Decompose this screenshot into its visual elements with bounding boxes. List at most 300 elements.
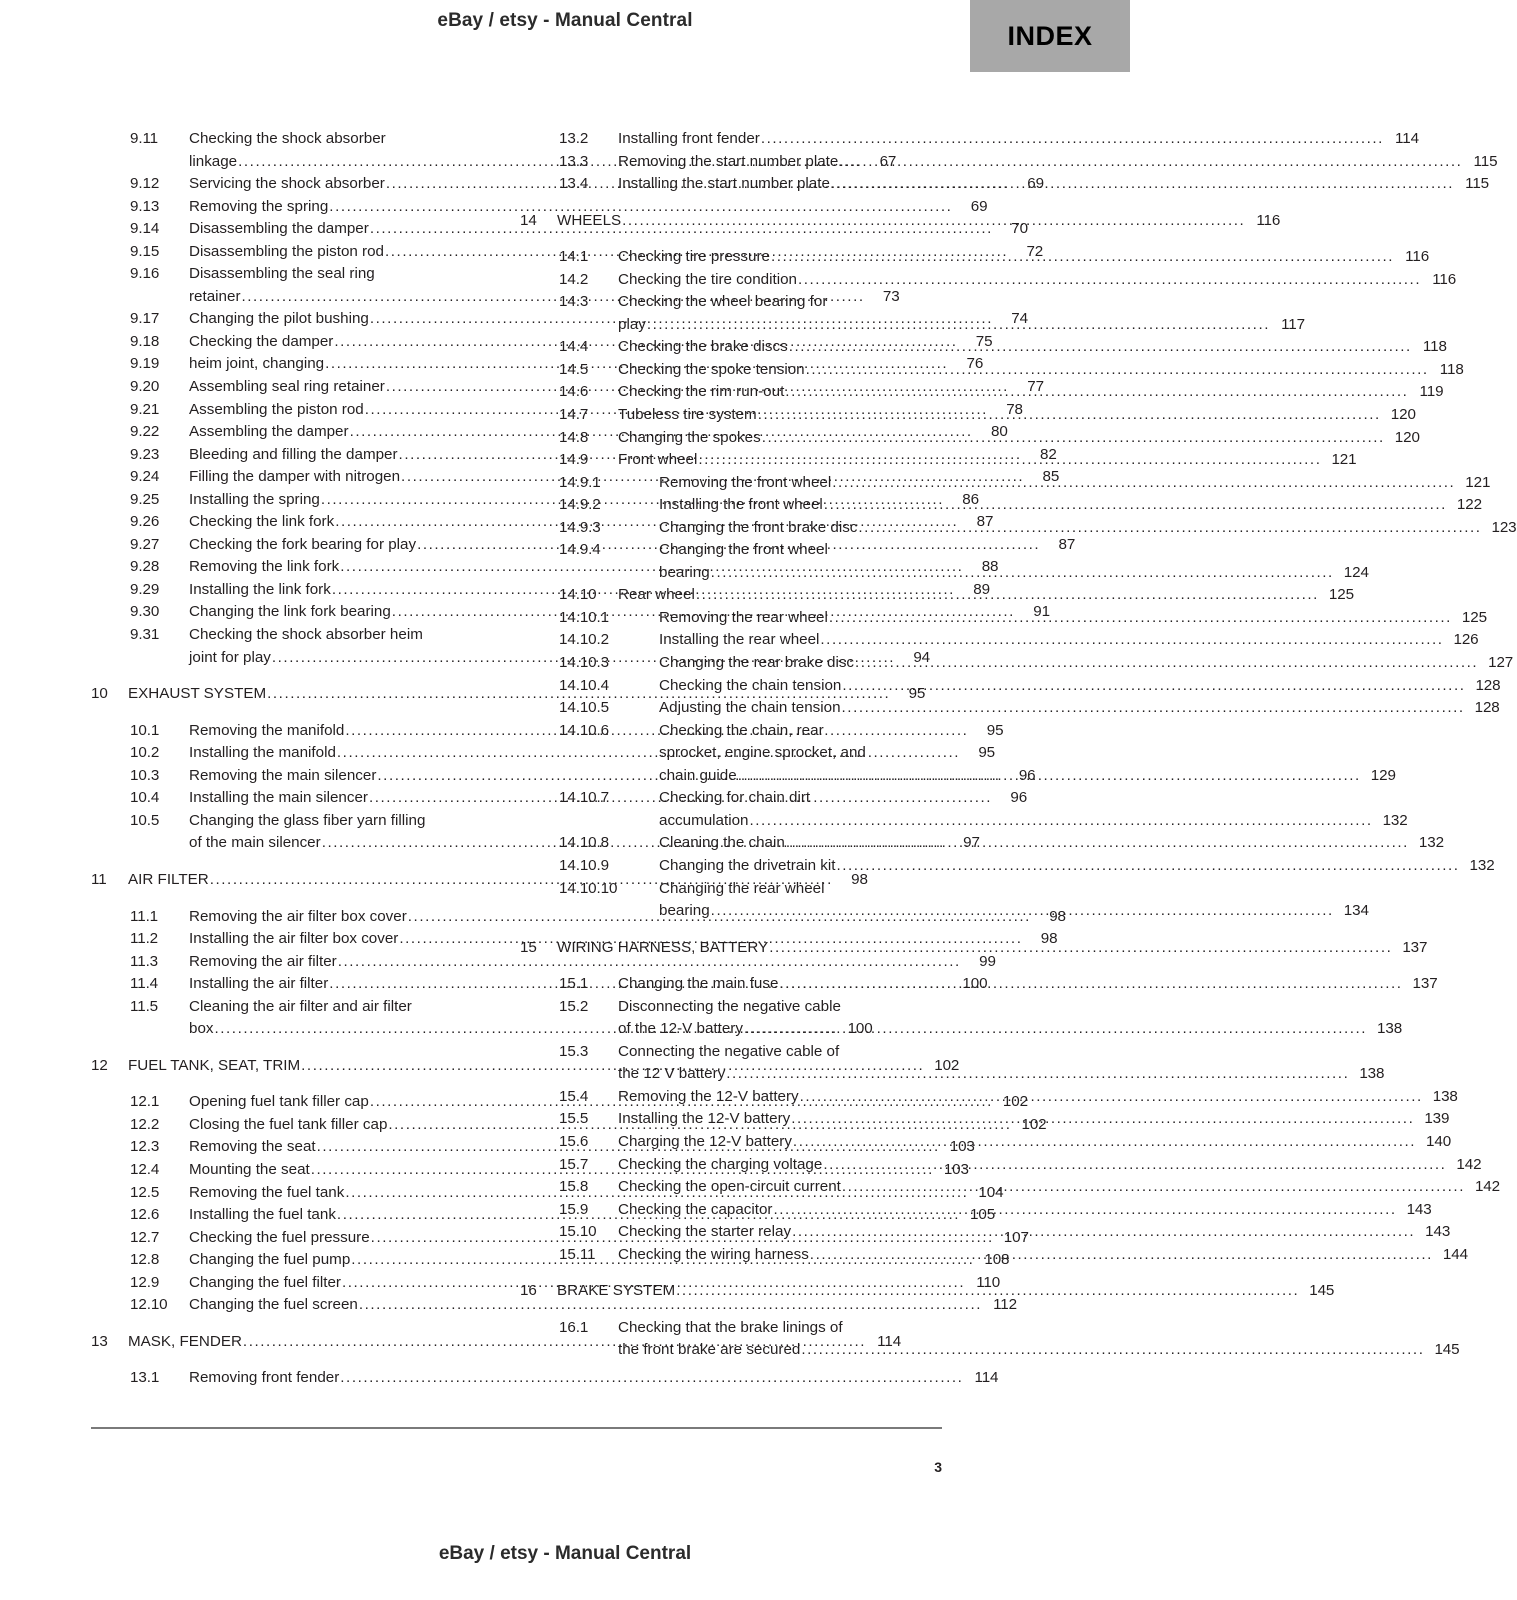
toc-title-line: Checking the starter relay — [618, 1223, 792, 1241]
toc-entry[interactable] — [559, 675, 1501, 698]
toc-entry-number: 16.1 — [559, 1318, 589, 1336]
toc-entry-page: 124 — [1343, 563, 1369, 581]
toc-entry-page: 132 — [1469, 856, 1495, 874]
toc-entry-page: 126 — [1453, 631, 1479, 649]
toc-entry-number: 15.2 — [559, 997, 589, 1015]
toc-title-line: Removing the seat — [189, 1138, 316, 1156]
toc-leader-dots — [858, 517, 1481, 540]
toc-entry-title — [659, 878, 1338, 923]
toc-entry-number: 9.29 — [130, 580, 160, 598]
toc-entry-page: 105 — [970, 1206, 996, 1224]
toc-title-line: Mounting the seat — [189, 1160, 310, 1178]
toc-title-line: Closing the fuel tank filler cap — [189, 1115, 388, 1133]
toc-entry-page: 74 — [1011, 310, 1028, 328]
toc-title-line: Removing the manifold — [189, 721, 345, 739]
toc-title-line: Checking the fork bearing for play — [189, 535, 417, 553]
toc-title-line: box — [189, 1020, 214, 1038]
toc-entry-page: 70 — [1011, 220, 1028, 238]
toc-entry[interactable] — [559, 996, 1403, 1041]
toc-entry-number: 12.2 — [130, 1115, 160, 1133]
toc-title-line: Installing the 12-V battery — [618, 1110, 791, 1128]
toc-entry-number: 12.1 — [130, 1093, 160, 1111]
toc-entry-page: 80 — [990, 423, 1008, 441]
toc-title-line: Installing the fuel tank — [189, 1206, 336, 1224]
toc-entry[interactable] — [130, 1294, 1017, 1317]
toc-title-line: Changing the rear brake disc — [659, 654, 855, 672]
toc-entry-number: 9.15 — [130, 242, 160, 260]
toc-entry-page: 138 — [1432, 1087, 1458, 1105]
toc-title-line: BRAKE SYSTEM — [557, 1282, 676, 1300]
toc-title-line: Assembling seal ring retainer — [189, 378, 385, 396]
toc-entry-number: 14.3 — [559, 293, 589, 311]
toc-title-line: sprocket, engine sprocket, and — [659, 744, 866, 762]
toc-entry-number: 11 — [91, 870, 107, 888]
toc-entry-page: 75 — [975, 332, 993, 350]
toc-entry-title — [618, 269, 1425, 292]
toc-entry-number: 13 — [91, 1332, 108, 1350]
toc-entry-page: 96 — [1010, 789, 1028, 807]
toc-title-line: Removing front fender — [189, 1369, 340, 1387]
toc-leader-dots — [842, 697, 1465, 720]
toc-entry-page: 143 — [1425, 1223, 1451, 1241]
toc-entry-page: 123 — [1491, 518, 1517, 536]
toc-entry-page: 114 — [877, 1332, 902, 1350]
toc-leader-dots — [711, 900, 1334, 923]
toc-entry-page: 103 — [943, 1160, 969, 1178]
toc-entry-page: 87 — [1058, 535, 1076, 553]
toc-entry-title — [659, 832, 1413, 855]
toc-entry-number: 14.10.10 — [559, 879, 618, 897]
toc-leader-dots — [750, 810, 1373, 833]
toc-title-line: Disassembling the seal ring — [189, 265, 375, 283]
toc-title-line: Adjusting the chain tension — [659, 699, 841, 717]
toc-title-line: Changing the glass fiber yarn filling — [189, 811, 426, 829]
toc-title-line: Checking the shock absorber heim — [189, 626, 423, 644]
toc-entry-title — [618, 1176, 1469, 1199]
toc-entry-page: 94 — [913, 648, 931, 666]
toc-title-line: joint for play — [189, 648, 271, 666]
toc-entry-page: 102 — [1002, 1093, 1028, 1111]
toc-entry-number: 14.10.9 — [559, 856, 609, 874]
toc-entry-page: 145 — [1309, 1282, 1335, 1300]
toc-entry-number: 14.7 — [559, 406, 589, 424]
toc-leader-dots — [789, 336, 1412, 359]
toc-entry-page: 77 — [1027, 378, 1044, 396]
toc-leader-dots — [801, 1339, 1424, 1362]
toc-entry-title — [659, 787, 1377, 832]
toc-entry-number: 14.10.6 — [559, 721, 609, 739]
toc-entry-number: 15 — [520, 938, 537, 956]
toc-entry-page: 140 — [1426, 1132, 1452, 1150]
toc-entry-number: 10.4 — [130, 789, 160, 807]
toc-entry-page: 67 — [879, 152, 897, 170]
toc-title-line: Checking tire pressure — [618, 248, 770, 266]
toc-entry-number: 11.5 — [130, 997, 159, 1015]
toc-title-line: Changing the fuel filter — [189, 1273, 341, 1291]
toc-entry-title — [618, 336, 1416, 359]
toc-entry-page: 97 — [963, 834, 980, 852]
toc-title-line: Changing the rear wheel — [659, 879, 825, 897]
toc-entry-title — [557, 937, 1396, 960]
toc-title-line: EXHAUST SYSTEM — [128, 685, 267, 703]
toc-entry-page: 95 — [908, 685, 926, 703]
toc-entry-number: 15.3 — [559, 1042, 589, 1060]
toc-entry-title — [659, 675, 1470, 698]
toc-leader-dots — [758, 404, 1381, 427]
toc-entry-number: 12.5 — [130, 1183, 160, 1201]
toc-title-line: Checking the brake discs — [618, 338, 788, 356]
toc-entry-number: 14.10.5 — [559, 699, 609, 717]
toc-leader-dots — [820, 629, 1443, 652]
toc-leader-dots — [855, 652, 1478, 675]
toc-entry-page: 108 — [984, 1251, 1010, 1269]
toc-entry-number: 9.31 — [130, 626, 160, 644]
toc-entry-title — [618, 1086, 1427, 1109]
toc-entry-number: 9.21 — [130, 400, 160, 418]
toc-title-line: of the 12-V battery — [618, 1020, 743, 1038]
toc-entry-page: 72 — [1026, 242, 1044, 260]
toc-title-line: Changing the fuel pump — [189, 1251, 351, 1269]
toc-entry-number: 14.8 — [559, 428, 589, 446]
toc-title-line: Rear wheel — [618, 586, 695, 604]
toc-entry-number: 14.10.8 — [559, 834, 609, 852]
toc-entry[interactable] — [130, 196, 988, 219]
toc-entry-number: 14 — [520, 211, 537, 229]
toc-entry-page: 134 — [1343, 902, 1369, 920]
toc-entry-number: 9.28 — [130, 558, 160, 576]
toc-entry-number: 12.8 — [130, 1251, 160, 1269]
toc-entry-page: 142 — [1456, 1155, 1482, 1173]
toc-title-line: Servicing the shock absorber — [189, 175, 385, 193]
toc-entry-title — [618, 128, 1388, 151]
toc-entry-page: 128 — [1474, 699, 1500, 717]
toc-entry-page: 69 — [970, 197, 988, 215]
toc-title-line: Installing the air filter — [189, 975, 329, 993]
toc-title-line: Installing front fender — [618, 130, 760, 147]
toc-entry-number: 14.2 — [559, 270, 589, 288]
toc-title-line: Filling the damper with nitrogen — [189, 468, 401, 486]
toc-entry-number: 15.6 — [559, 1132, 589, 1150]
toc-title-line: FUEL TANK, SEAT, TRIM — [128, 1056, 301, 1074]
toc-title-line: Bleeding and filling the damper — [189, 445, 398, 463]
toc-leader-dots — [831, 173, 1454, 196]
toc-title-line: AIR FILTER — [128, 870, 209, 888]
toc-entry-page: 138 — [1377, 1020, 1403, 1038]
toc-entry-page: 118 — [1422, 338, 1447, 356]
toc-title-line: heim joint, changing — [189, 355, 325, 373]
toc-entry-title — [659, 720, 1365, 788]
toc-leader-dots — [839, 151, 1462, 174]
toc-entry-number: 9.24 — [130, 468, 160, 486]
toc-title-line: Checking the charging voltage — [618, 1155, 823, 1173]
toc-leader-dots — [647, 314, 1270, 337]
toc-entry-title — [618, 1131, 1420, 1154]
toc-leader-dots — [340, 1367, 963, 1390]
toc-leader-dots — [696, 584, 1319, 607]
toc-title-line: Checking the fuel pressure — [189, 1228, 370, 1246]
toc-title-line: Removing the front wheel — [659, 473, 832, 491]
toc-entry-number: 13.3 — [559, 152, 589, 170]
toc-entry-page: 104 — [978, 1183, 1004, 1201]
toc-leader-dots — [761, 128, 1384, 151]
toc-entry-number: 9.19 — [130, 355, 160, 373]
toc-leader-dots — [785, 381, 1408, 404]
toc-entry[interactable] — [559, 697, 1500, 720]
toc-entry[interactable] — [559, 128, 1419, 151]
toc-entry-page: 121 — [1331, 451, 1357, 469]
toc-entry-page: 139 — [1424, 1110, 1450, 1128]
toc-leader-dots — [823, 1154, 1446, 1177]
toc-leader-dots — [824, 494, 1447, 517]
toc-entry-title — [618, 1221, 1419, 1244]
toc-entry[interactable] — [559, 269, 1457, 292]
toc-entry[interactable] — [559, 629, 1479, 652]
toc-entry-title — [659, 697, 1469, 720]
toc-title-line: Removing the rear wheel — [659, 608, 828, 626]
toc-entry-number: 9.11 — [130, 130, 159, 147]
toc-entry-number: 14.5 — [559, 360, 589, 378]
toc-entry-number: 14.10.4 — [559, 676, 609, 694]
toc-entry-number: 15.10 — [559, 1223, 597, 1241]
toc-leader-dots — [806, 359, 1429, 382]
toc-entry-title — [618, 1317, 1428, 1362]
toc-entry-page: 112 — [993, 1296, 1017, 1314]
toc-title-line: Installing the air filter box cover — [189, 930, 399, 948]
toc-entry-page: 145 — [1434, 1341, 1460, 1359]
toc-title-line: Removing the start number plate — [618, 152, 839, 170]
toc-entry-number: 12.4 — [130, 1160, 160, 1178]
toc-entry-title — [659, 472, 1459, 495]
footer-watermark: eBay / etsy - Manual Central — [438, 1543, 692, 1564]
toc-entry-number: 13.1 — [130, 1369, 160, 1387]
toc-entry-title — [618, 1199, 1401, 1222]
toc-entry-number: 12.3 — [130, 1138, 160, 1156]
toc-title-line: Checking that the brake linings of — [618, 1318, 843, 1336]
toc-leader-dots — [762, 427, 1385, 450]
toc-entry-title — [618, 359, 1433, 382]
toc-entry-page: 95 — [986, 721, 1004, 739]
toc-leader-dots — [786, 832, 1409, 855]
toc-title-line: Removing the spring — [189, 197, 329, 215]
toc-entry-page: 96 — [1018, 766, 1036, 784]
toc-leader-dots — [842, 675, 1465, 698]
toc-title-line: the 12 V battery — [618, 1065, 726, 1083]
toc-entry-page: 125 — [1461, 608, 1487, 626]
toc-title-line: retainer — [189, 287, 241, 305]
toc-entry-title — [618, 404, 1385, 427]
toc-entry-number: 15.4 — [559, 1087, 589, 1105]
toc-entry-title — [659, 855, 1464, 878]
toc-entry-page: 118 — [1439, 360, 1464, 378]
toc-entry-page: 144 — [1442, 1245, 1468, 1263]
footer-divider — [91, 1427, 942, 1429]
toc-entry-title — [618, 996, 1371, 1041]
toc-entry-number: 14.10.1 — [559, 608, 609, 626]
toc-entry-title — [618, 1041, 1353, 1086]
toc-title-line: Checking the damper — [189, 332, 334, 350]
toc-entry-number: 9.17 — [130, 310, 160, 328]
toc-title-line: Installing the main silencer — [189, 789, 368, 807]
toc-leader-dots — [791, 1108, 1414, 1131]
toc-entry-number: 13.2 — [559, 130, 589, 147]
toc-entry-title — [618, 151, 1466, 174]
toc-entry-page: 95 — [978, 744, 996, 762]
toc-entry-number: 12.6 — [130, 1206, 160, 1224]
toc-entry-page: 128 — [1475, 676, 1501, 694]
toc-entry-page: 129 — [1370, 766, 1396, 784]
toc-entry[interactable] — [559, 855, 1495, 878]
toc-entry-page: 98 — [851, 870, 868, 888]
toc-title-line: the front brake are secured — [618, 1341, 801, 1359]
toc-title-line: Changing the link fork bearing — [189, 603, 391, 621]
toc-title-line: Checking the tire condition — [618, 270, 797, 288]
toc-title-line: Removing the main silencer — [189, 766, 377, 784]
toc-title-line: Installing the spring — [189, 490, 320, 508]
toc-entry-title — [659, 652, 1482, 675]
toc-entry-page: 102 — [934, 1056, 960, 1074]
toc-title-line: Checking the capacitor — [618, 1200, 773, 1218]
toc-entry-number: 15.9 — [559, 1200, 589, 1218]
toc-title-line: play — [618, 315, 646, 333]
toc-entry-number: 9.13 — [130, 197, 160, 215]
toc-title-line: WHEELS — [557, 211, 622, 229]
toc-title-line: Cleaning the air filter and air filter — [189, 997, 412, 1015]
toc-entry-title — [618, 1244, 1437, 1267]
toc-title-line: Changing the pilot bushing — [189, 310, 369, 328]
toc-title-line: Changing the front brake disc — [659, 518, 858, 536]
toc-entry-page: 82 — [1039, 445, 1057, 463]
toc-title-line: Installing the start number plate — [618, 175, 830, 193]
toc-title-line: Front wheel — [618, 451, 698, 469]
toc-entry-title — [557, 1280, 1303, 1303]
toc-leader-dots — [798, 269, 1421, 292]
toc-entry-title — [618, 1154, 1450, 1177]
toc-entry-page: 132 — [1382, 811, 1408, 829]
toc-title-line: Checking the chain, rear — [659, 721, 824, 739]
toc-entry-title — [618, 173, 1458, 196]
toc-title-line: Tubeless tire system — [618, 406, 757, 424]
toc-entry-title — [618, 973, 1407, 996]
toc-entry-page: 85 — [1042, 468, 1060, 486]
index-tab — [970, 0, 1130, 72]
toc-entry-number: 14.1 — [559, 248, 589, 266]
toc-leader-dots — [832, 472, 1455, 495]
toc-entry-number: 15.8 — [559, 1178, 589, 1196]
toc-title-line: bearing — [659, 563, 710, 581]
toc-entry-page: 78 — [1006, 400, 1023, 418]
toc-leader-dots — [779, 973, 1402, 996]
toc-title-line: linkage — [189, 152, 238, 170]
toc-entry-page: 100 — [962, 975, 988, 993]
toc-title-line: bearing — [659, 902, 710, 920]
toc-entry-page: 127 — [1488, 654, 1514, 672]
toc-entry-title — [659, 517, 1486, 540]
toc-title-line: Removing the air filter — [189, 952, 337, 970]
toc-leader-dots — [793, 1131, 1416, 1154]
toc-entry-page: 73 — [882, 287, 900, 305]
toc-entry-page: 102 — [1021, 1115, 1047, 1133]
toc-leader-dots — [792, 1221, 1415, 1244]
toc-entry[interactable] — [130, 951, 996, 974]
toc-entry-title — [659, 607, 1456, 630]
toc-entry-number: 9.26 — [130, 513, 160, 531]
toc-entry-page: 132 — [1418, 834, 1444, 852]
toc-title-line: Installing the front wheel — [659, 496, 823, 514]
toc-entry[interactable] — [559, 151, 1498, 174]
toc-entry-number: 10.1 — [130, 721, 160, 739]
header-watermark: eBay / etsy - Manual Central — [437, 10, 693, 31]
toc-leader-dots — [771, 246, 1394, 269]
toc-entry-page: 137 — [1402, 938, 1428, 956]
toc-entry-page: 87 — [976, 513, 994, 531]
toc-leader-dots — [622, 210, 1245, 233]
toc-entry-page: 115 — [1473, 152, 1498, 170]
toc-entry-number: 12.10 — [130, 1296, 168, 1314]
toc-entry-page: 137 — [1412, 975, 1438, 993]
toc-entry-number: 14.9.1 — [559, 473, 601, 491]
toc-title-line: Checking for chain dirt — [659, 789, 811, 807]
toc-entry-page: 89 — [973, 580, 990, 598]
toc-leader-dots — [836, 855, 1459, 878]
toc-leader-dots — [769, 937, 1392, 960]
toc-entry-number: 9.18 — [130, 332, 160, 350]
toc-entry-number: 14.9.2 — [559, 496, 601, 514]
toc-entry[interactable] — [130, 1367, 999, 1390]
toc-entry-number: 9.25 — [130, 490, 160, 508]
toc-title-line: Cleaning the chain — [659, 834, 785, 852]
toc-entry-page: 143 — [1406, 1200, 1432, 1218]
toc-entry-title — [618, 291, 1274, 336]
toc-entry-page: 76 — [966, 355, 984, 373]
toc-title-line: Removing the fuel tank — [189, 1183, 345, 1201]
toc-entry-number: 9.14 — [130, 220, 160, 238]
toc-entry-page: 88 — [981, 558, 999, 576]
toc-entry-number: 11.4 — [130, 975, 159, 993]
toc-title-line: Disassembling the piston rod — [189, 242, 385, 260]
toc-entry-number: 15.5 — [559, 1110, 589, 1128]
toc-entry-number: 10 — [91, 685, 108, 703]
toc-title-line: Opening fuel tank filler cap — [189, 1093, 369, 1111]
toc-entry-title — [659, 494, 1451, 517]
toc-entry-page: 116 — [1256, 211, 1281, 229]
toc-entry[interactable] — [559, 1317, 1460, 1362]
toc-title-line: Installing the manifold — [189, 744, 336, 762]
toc-entry-number: 11.3 — [130, 952, 159, 970]
toc-entry-number: 9.22 — [130, 423, 160, 441]
toc-entry-page: 69 — [1027, 175, 1044, 193]
toc-entry-number: 9.16 — [130, 265, 160, 283]
toc-entry-number: 9.12 — [130, 175, 160, 193]
toc-title-line: Checking the rim run-out — [618, 383, 785, 401]
toc-entry-page: 103 — [949, 1138, 975, 1156]
page-number: 3 — [934, 1459, 942, 1475]
toc-entry-number: 14.10.3 — [559, 654, 609, 672]
toc-title-line: WIRING HARNESS, BATTERY — [557, 938, 769, 956]
toc-entry-page: 120 — [1394, 428, 1420, 446]
toc-entry-title — [618, 1108, 1418, 1131]
toc-title-line: Checking the link fork — [189, 513, 335, 531]
toc-entry-number: 14.9.4 — [559, 541, 601, 559]
toc-leader-dots — [676, 1280, 1299, 1303]
toc-entry-number: 16 — [520, 1282, 537, 1300]
toc-title-line: Changing the main fuse — [618, 975, 779, 993]
toc-leader-dots — [810, 1244, 1433, 1267]
toc-title-line: Checking the chain tension — [659, 676, 842, 694]
toc-entry-title — [618, 449, 1325, 472]
toc-entry-page: 99 — [979, 952, 996, 970]
toc-entry-page: 100 — [847, 1020, 873, 1038]
toc-entry-page: 122 — [1456, 496, 1482, 514]
